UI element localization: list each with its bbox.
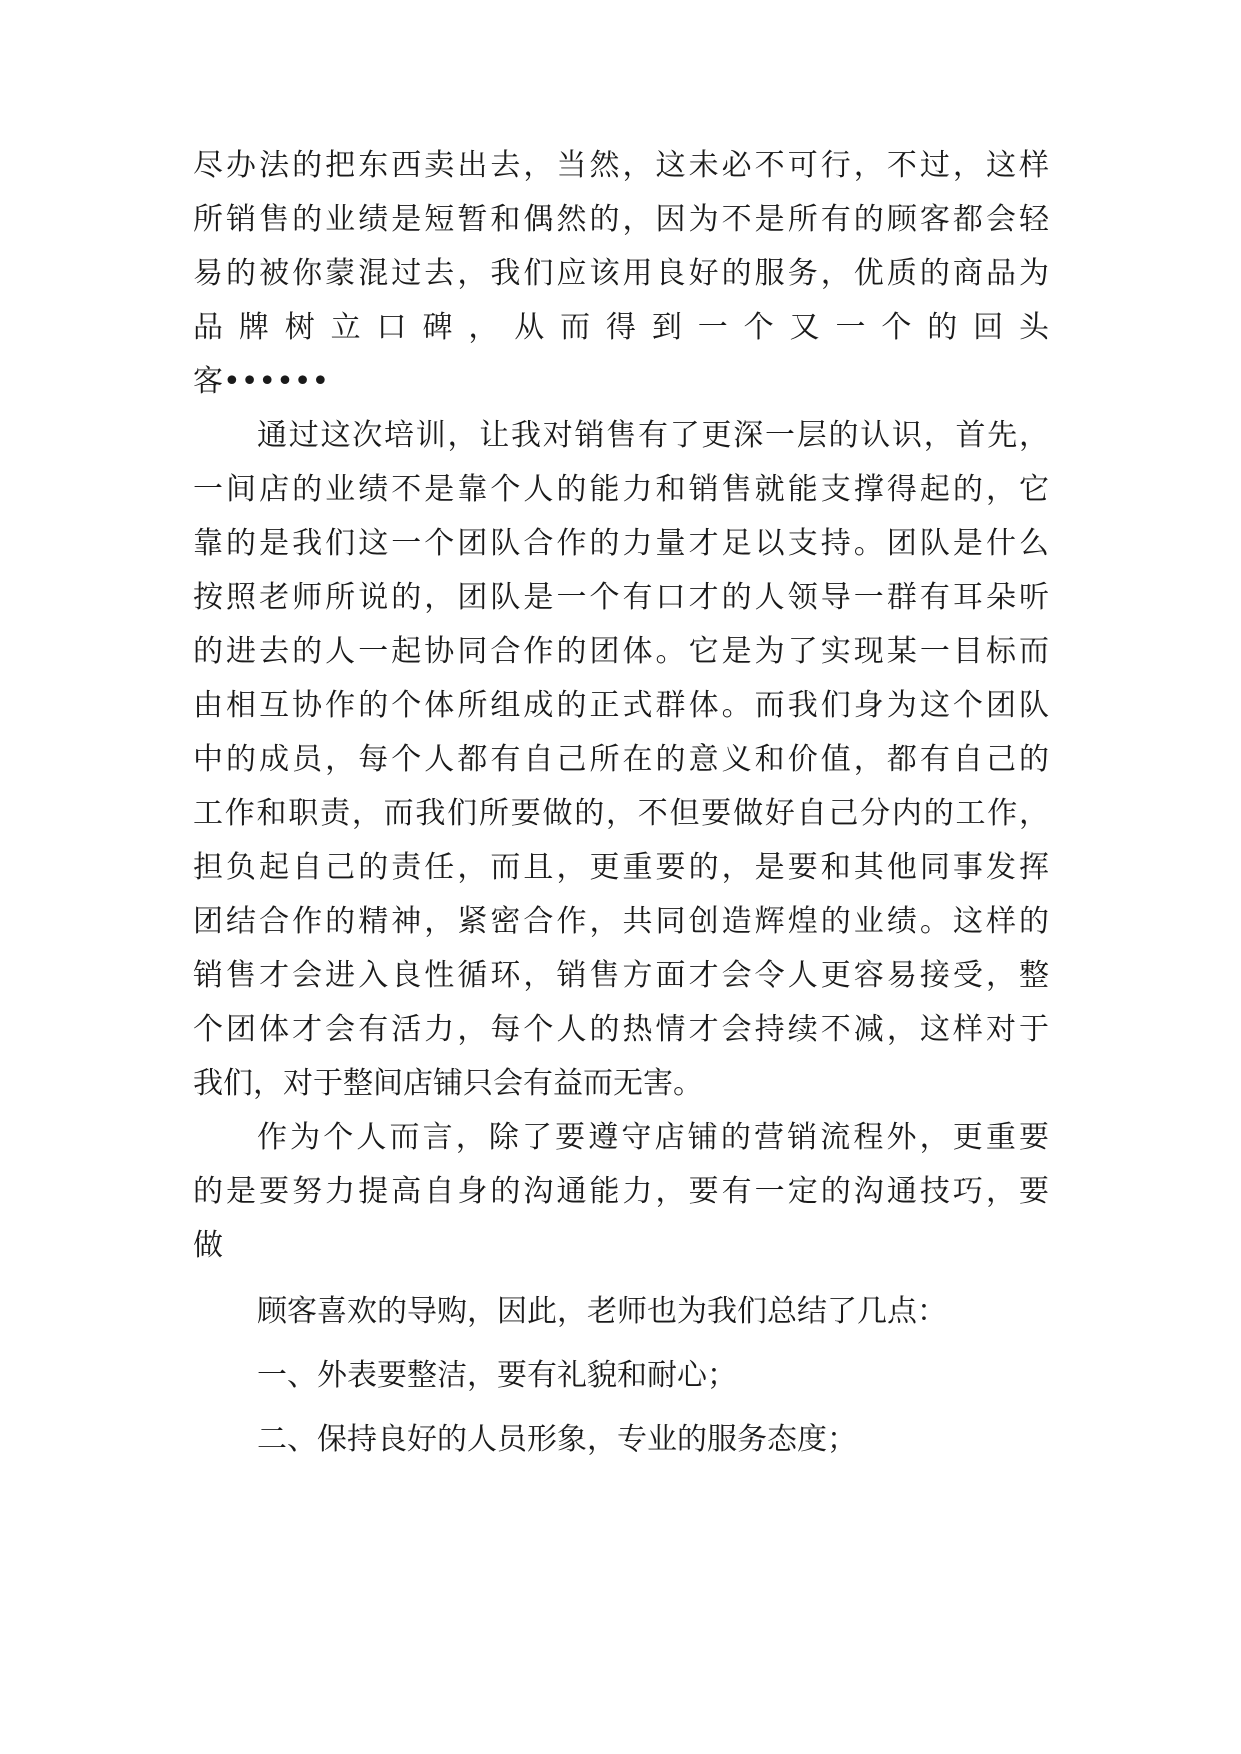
text-line: 易的被你蒙混过去，我们应该用良好的服务，优质的商品为 (193, 256, 1049, 291)
paragraph-first-line: 顾客喜欢的导购，因此，老师也为我们总结了几点： (257, 1294, 947, 1329)
text-line: 品牌树立口碑，从而得到一个又一个的回头 (193, 310, 1049, 345)
text-line: 所销售的业绩是短暂和偶然的，因为不是所有的顾客都会轻 (193, 202, 1049, 237)
text-line: 由相互协作的个体所组成的正式群体。而我们身为这个团队 (193, 688, 1049, 723)
text-line: 团结合作的精神，紧密合作，共同创造辉煌的业绩。这样的 (193, 904, 1049, 939)
text-line: 的是要努力提高自身的沟通能力，要有一定的沟通技巧，要 (193, 1174, 1049, 1209)
text-line: 靠的是我们这一个团队合作的力量才足以支持。团队是什么 (193, 526, 1049, 561)
text-line: 个团体才会有活力，每个人的热情才会持续不减，这样对于 (193, 1012, 1049, 1047)
list-item: 二、保持良好的人员形象，专业的服务态度； (257, 1422, 857, 1457)
paragraph-first-line: 通过这次培训，让我对销售有了更深一层的认识，首先， (257, 418, 1049, 453)
text-line: 客•••••• (193, 364, 330, 399)
text-line: 做 (193, 1228, 223, 1263)
paragraph-first-line: 作为个人而言，除了要遵守店铺的营销流程外，更重要 (257, 1120, 1049, 1155)
text-line: 尽办法的把东西卖出去，当然，这未必不可行，不过，这样 (193, 148, 1049, 183)
text-line: 我们，对于整间店铺只会有益而无害。 (193, 1066, 703, 1101)
text-line: 中的成员，每个人都有自己所在的意义和价值，都有自己的 (193, 742, 1049, 777)
text-line: 担负起自己的责任，而且，更重要的，是要和其他同事发挥 (193, 850, 1049, 885)
text-line: 的进去的人一起协同合作的团体。它是为了实现某一目标而 (193, 634, 1049, 669)
text-line: 销售才会进入良性循环，销售方面才会令人更容易接受，整 (193, 958, 1049, 993)
text-line: 工作和职责，而我们所要做的，不但要做好自己分内的工作， (193, 796, 1049, 831)
text-line: 一间店的业绩不是靠个人的能力和销售就能支撑得起的，它 (193, 472, 1049, 507)
text-line: 按照老师所说的，团队是一个有口才的人领导一群有耳朵听 (193, 580, 1049, 615)
list-item: 一、外表要整洁，要有礼貌和耐心； (257, 1358, 737, 1393)
